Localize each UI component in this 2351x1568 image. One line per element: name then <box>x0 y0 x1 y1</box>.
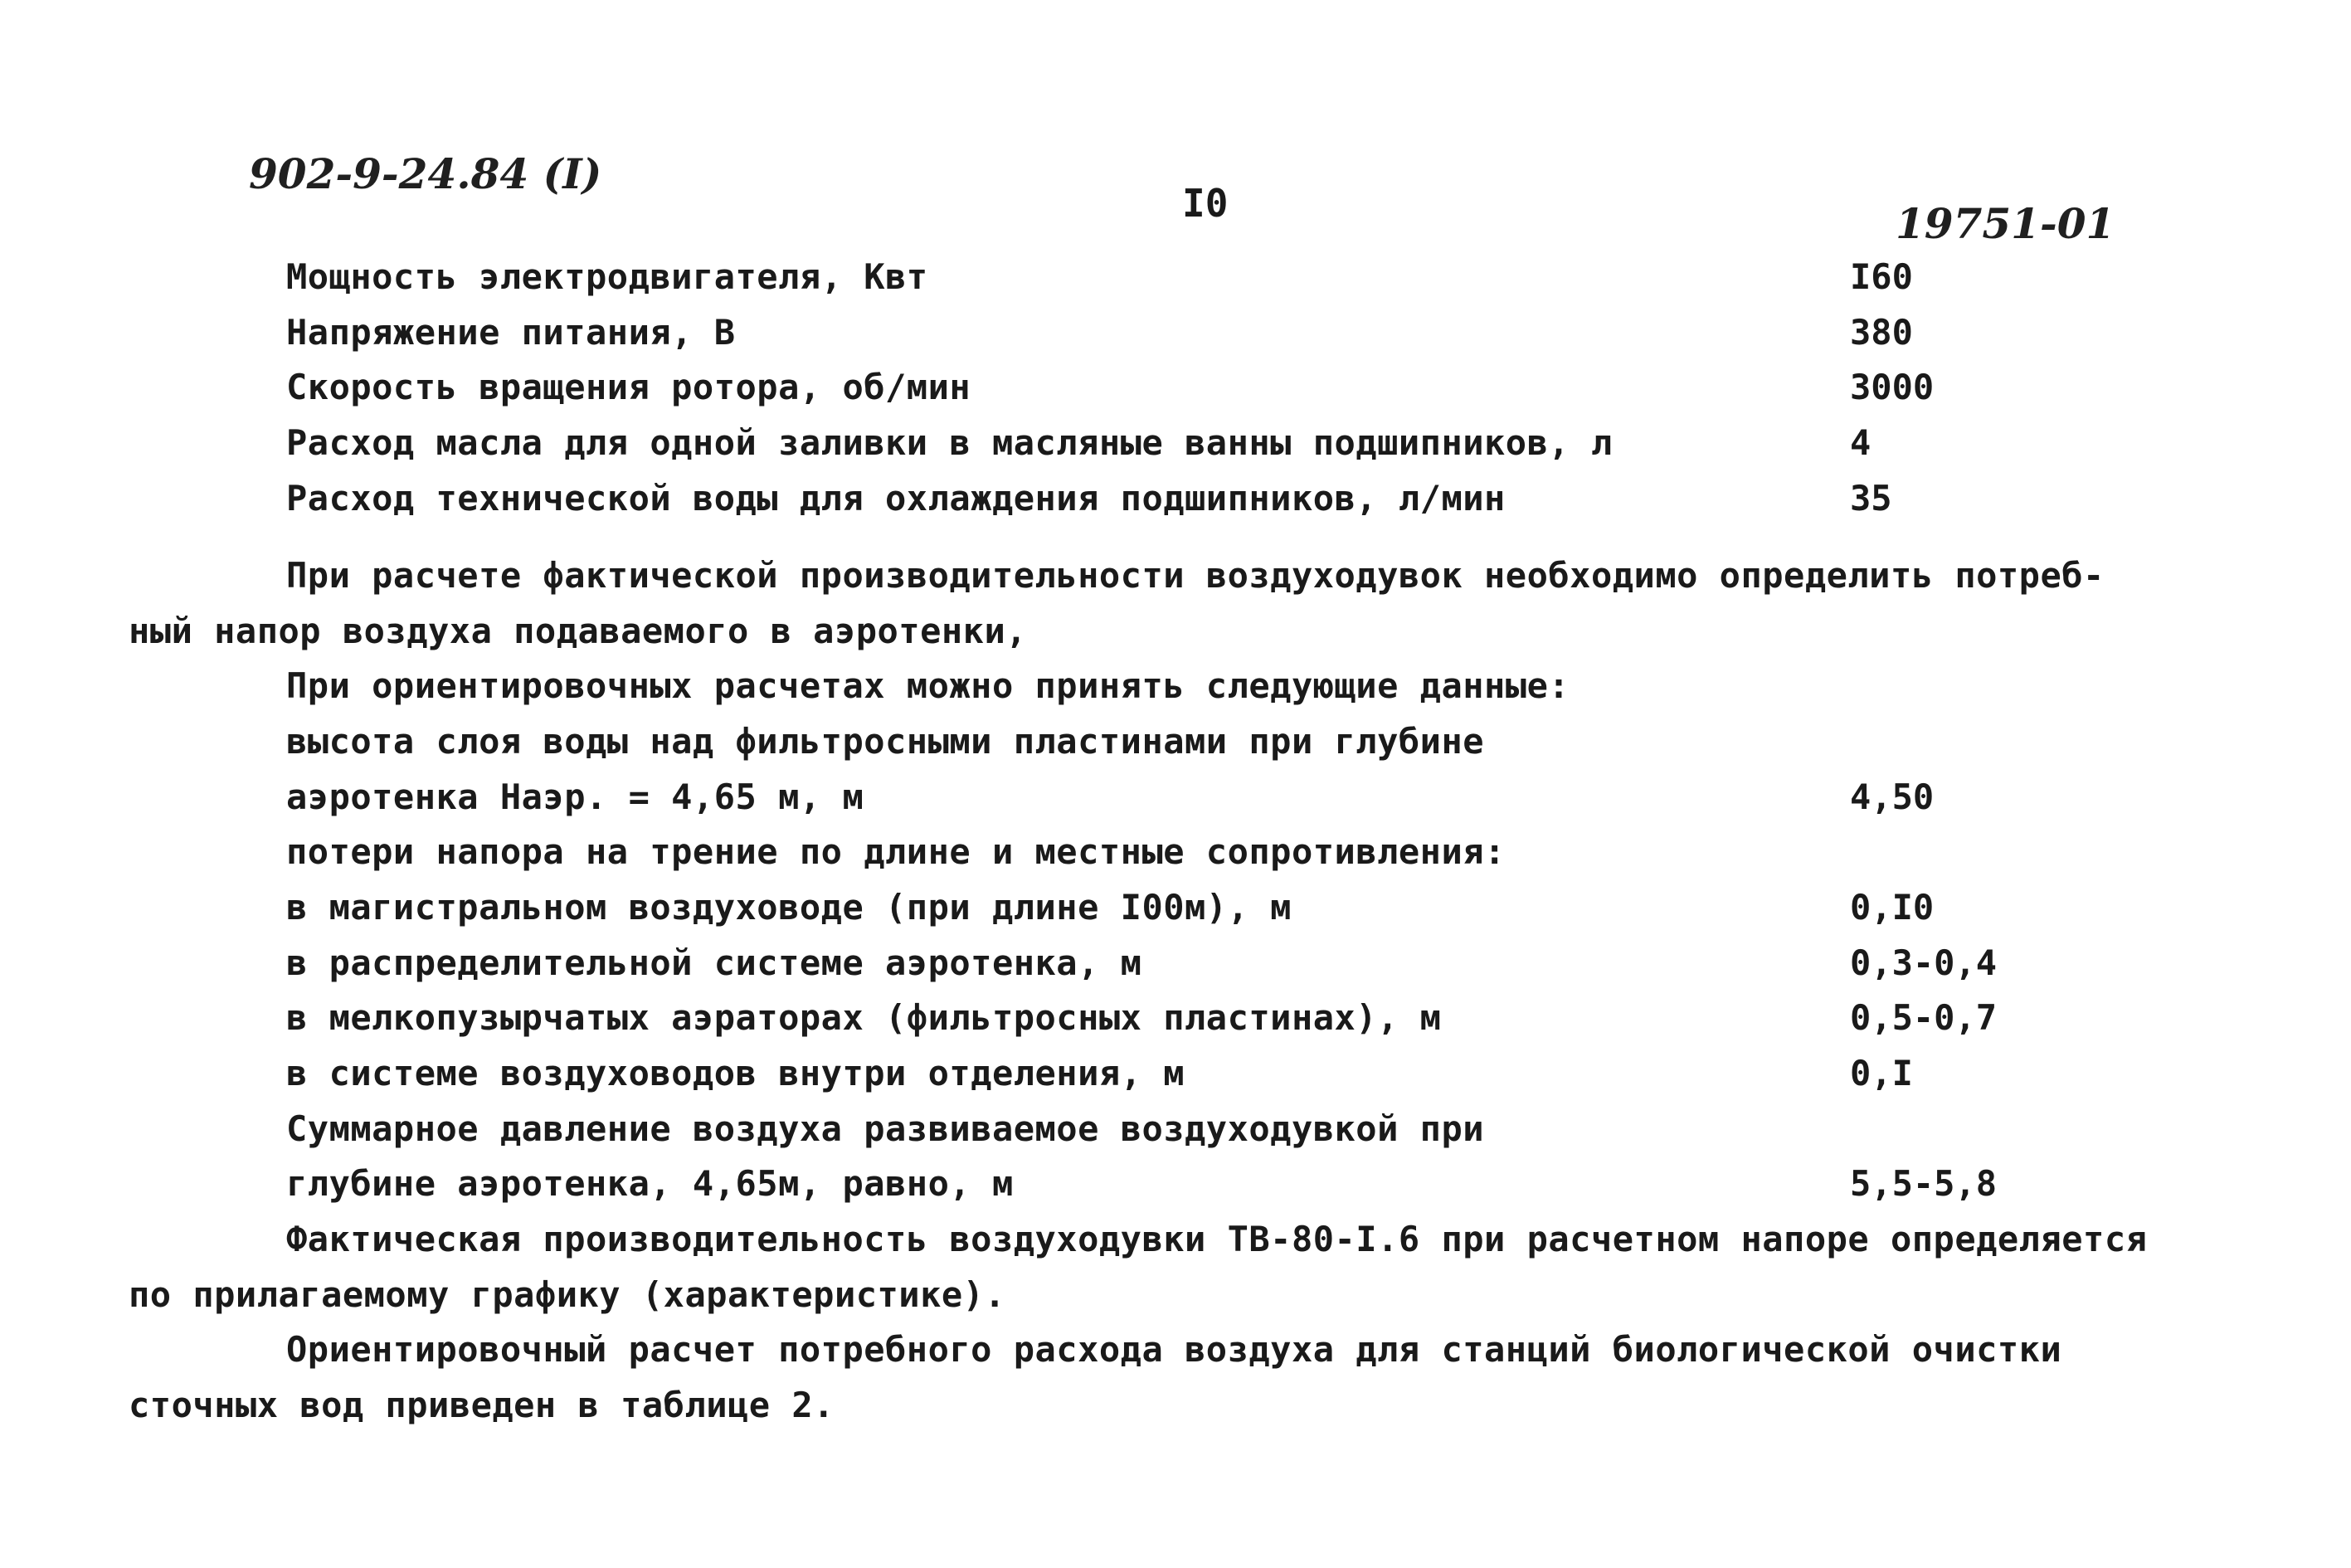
loss-value: 0,I0 <box>1850 887 1935 928</box>
paragraph-line: по прилагаемому графику (характеристике). <box>129 1274 1006 1315</box>
loss-label: в мелкопузырчатых аэраторах (фильтросных пластинах), м <box>286 997 1442 1038</box>
paragraph-line: высота слоя воды над фильтросными пластинами при глубине <box>286 721 1485 762</box>
paragraph-line: При расчете фактической производительности воздуходувок необходимо определить потреб- <box>286 555 2105 596</box>
spec-label: Напряжение питания, В <box>286 312 736 353</box>
paragraph-line: глубине аэротенка, 4,65м, равно, м <box>286 1163 1014 1204</box>
spec-value: 4 <box>1850 422 1872 463</box>
paragraph-line: Ориентировочный расчет потребного расхода воздуха для станций биологической очистки <box>286 1329 2062 1370</box>
spec-label: Расход масла для одной заливки в масляные ванны подшипников, л <box>286 422 1613 463</box>
loss-label: в магистральном воздуховоде (при длине I00м), м <box>286 887 1292 928</box>
loss-label: в распределительной системе аэротенка, м <box>286 942 1142 983</box>
paragraph-line: При ориентировочных расчетах можно принять следующие данные: <box>286 665 1570 706</box>
loss-value: 0,3-0,4 <box>1850 942 1998 983</box>
losses-title: потери напора на трение по длине и местные сопротивления: <box>286 831 1506 872</box>
paragraph-line: ный напор воздуха подаваемого в аэротенки, <box>129 611 1028 651</box>
paragraph-line: аэротенка Наэр. = 4,65 м, м <box>286 777 864 817</box>
paragraph-line: сточных вод приведен в таблице 2. <box>129 1385 835 1425</box>
loss-label: в системе воздуховодов внутри отделения, м <box>286 1053 1185 1093</box>
height-value: 4,50 <box>1850 777 1935 817</box>
spec-value: 3000 <box>1850 367 1935 407</box>
page-number: I0 <box>1182 181 1229 226</box>
total-value: 5,5-5,8 <box>1850 1163 1998 1204</box>
spec-label: Мощность электродвигателя, Квт <box>286 256 928 297</box>
spec-label: Расход технической воды для охлаждения подшипников, л/мин <box>286 478 1506 519</box>
spec-value: 35 <box>1850 478 1892 519</box>
paragraph-line: Суммарное давление воздуха развиваемое воздуходувкой при <box>286 1108 1485 1149</box>
spec-label: Скорость вращения ротора, об/мин <box>286 367 971 407</box>
loss-value: 0,5-0,7 <box>1850 997 1998 1038</box>
archive-number: 19751-01 <box>1896 199 2115 248</box>
loss-value: 0,I <box>1850 1053 1913 1093</box>
doc-code: 902-9-24.84 (I) <box>249 149 602 198</box>
spec-value: I60 <box>1850 256 1913 297</box>
paragraph-line: Фактическая производительность воздуходувки ТВ-80-I.6 при расчетном напоре определяется <box>286 1219 2148 1259</box>
spec-value: 380 <box>1850 312 1913 353</box>
